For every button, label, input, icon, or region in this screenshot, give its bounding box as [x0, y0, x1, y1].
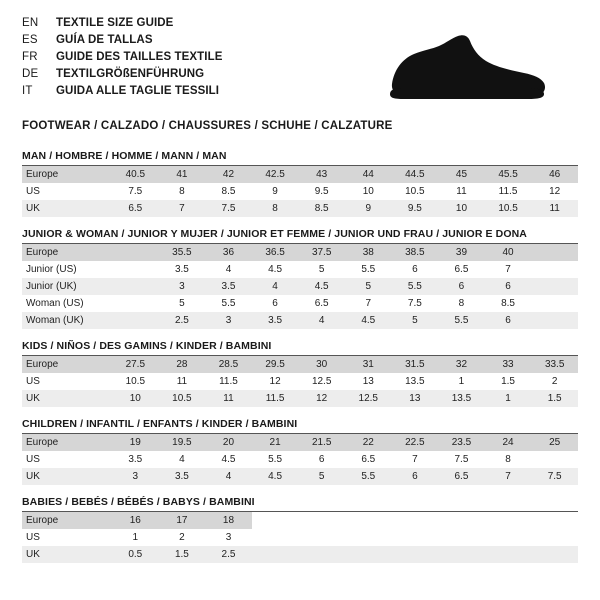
cell: 6	[252, 295, 299, 312]
cell: 4.5	[298, 278, 345, 295]
cell: 46	[531, 166, 578, 183]
cell: 11	[159, 373, 206, 390]
cell: 1	[485, 390, 532, 407]
table-row	[22, 468, 578, 485]
language-code: EN	[22, 16, 39, 29]
group-title: CHILDREN / INFANTIL / ENFANTS / KINDER / BAMBINI	[22, 418, 578, 434]
language-row	[22, 31, 223, 48]
cell: 6.5	[438, 261, 485, 278]
cell: 40.5	[112, 166, 159, 183]
row-label: Woman (UK)	[22, 312, 112, 329]
cell: 42	[205, 166, 252, 183]
cell: 21.5	[298, 434, 345, 451]
row-label: US	[22, 373, 112, 390]
language-title-list	[22, 14, 223, 99]
table-row	[22, 390, 578, 407]
cell: 7.5	[531, 468, 578, 485]
cell: 1.5	[159, 546, 206, 563]
cell: 31	[345, 356, 392, 373]
cell: 10.5	[485, 200, 532, 217]
language-title: TEXTILGRÖßENFÜHRUNG	[56, 67, 205, 80]
language-code: IT	[22, 84, 33, 97]
size-table	[22, 244, 578, 329]
size-group-junior-woman	[22, 228, 578, 329]
dress-shoe-icon	[378, 32, 548, 104]
table-row	[22, 244, 578, 261]
cell: 7	[485, 468, 532, 485]
table-row	[22, 512, 578, 529]
cell: 19	[112, 434, 159, 451]
row-label: UK	[22, 200, 112, 217]
cell: 11	[205, 390, 252, 407]
table-row	[22, 183, 578, 200]
cell-empty	[392, 529, 439, 546]
cell-empty	[392, 546, 439, 563]
cell: 3.5	[252, 312, 299, 329]
cell: 7.5	[392, 295, 439, 312]
page-title: FOOTWEAR / CALZADO / CHAUSSURES / SCHUHE / CALZATURE	[22, 120, 393, 132]
cell: 5.5	[345, 261, 392, 278]
language-title: GUÍA DE TALLAS	[56, 33, 153, 46]
cell	[531, 261, 578, 278]
row-label: Woman (US)	[22, 295, 112, 312]
cell: 7	[392, 451, 439, 468]
cell: 25	[531, 434, 578, 451]
cell-empty	[345, 529, 392, 546]
row-label: UK	[22, 546, 112, 563]
cell-empty	[531, 512, 578, 529]
page-header	[22, 14, 578, 110]
cell-empty	[438, 546, 485, 563]
language-code: ES	[22, 33, 38, 46]
cell: 6	[392, 261, 439, 278]
cell: 44	[345, 166, 392, 183]
table-row	[22, 166, 578, 183]
cell: 4	[252, 278, 299, 295]
row-label: UK	[22, 468, 112, 485]
language-title: TEXTILE SIZE GUIDE	[56, 16, 174, 29]
table-row	[22, 312, 578, 329]
cell: 13.5	[392, 373, 439, 390]
cell-empty	[345, 546, 392, 563]
cell: 10.5	[392, 183, 439, 200]
cell: 41	[159, 166, 206, 183]
cell-empty	[298, 529, 345, 546]
cell: 29.5	[252, 356, 299, 373]
cell: 12.5	[298, 373, 345, 390]
table-row	[22, 373, 578, 390]
size-group-babies	[22, 496, 578, 563]
cell: 23.5	[438, 434, 485, 451]
cell: 11	[438, 183, 485, 200]
cell: 13.5	[438, 390, 485, 407]
cell: 5	[159, 295, 206, 312]
row-label: US	[22, 183, 112, 200]
table-row	[22, 356, 578, 373]
language-row	[22, 65, 223, 82]
table-row	[22, 434, 578, 451]
cell-empty	[252, 529, 299, 546]
cell: 18	[205, 512, 252, 529]
cell: 22	[345, 434, 392, 451]
cell	[531, 244, 578, 261]
cell: 8.5	[485, 295, 532, 312]
language-row	[22, 48, 223, 65]
cell: 5.5	[345, 468, 392, 485]
cell: 9.5	[298, 183, 345, 200]
cell: 24	[485, 434, 532, 451]
language-code: FR	[22, 50, 38, 63]
group-title: JUNIOR & WOMAN / JUNIOR Y MUJER / JUNIOR ET FEMME / JUNIOR UND FRAU / JUNIOR E DONA	[22, 228, 578, 244]
cell-empty	[252, 546, 299, 563]
cell: 6	[485, 312, 532, 329]
cell: 38.5	[392, 244, 439, 261]
cell: 45.5	[485, 166, 532, 183]
size-group-children	[22, 418, 578, 485]
cell	[112, 261, 159, 278]
cell: 28	[159, 356, 206, 373]
size-group-man	[22, 150, 578, 217]
cell: 33	[485, 356, 532, 373]
size-table	[22, 512, 578, 563]
cell: 8.5	[298, 200, 345, 217]
cell	[531, 278, 578, 295]
cell: 39	[438, 244, 485, 261]
cell: 6.5	[345, 451, 392, 468]
row-label: US	[22, 529, 112, 546]
table-row	[22, 546, 578, 563]
row-label: US	[22, 451, 112, 468]
cell: 12	[298, 390, 345, 407]
cell	[112, 244, 159, 261]
row-label: Europe	[22, 166, 112, 183]
cell: 19.5	[159, 434, 206, 451]
cell: 28.5	[205, 356, 252, 373]
cell: 4.5	[252, 261, 299, 278]
table-row	[22, 278, 578, 295]
cell: 3.5	[205, 278, 252, 295]
cell: 7	[345, 295, 392, 312]
cell: 10.5	[112, 373, 159, 390]
language-title: GUIDA ALLE TAGLIE TESSILI	[56, 84, 220, 97]
cell: 32	[438, 356, 485, 373]
cell: 16	[112, 512, 159, 529]
cell: 7.5	[205, 200, 252, 217]
cell: 36	[205, 244, 252, 261]
language-code: DE	[22, 67, 39, 80]
size-table	[22, 356, 578, 407]
group-title: MAN / HOMBRE / HOMME / MANN / MAN	[22, 150, 578, 166]
cell: 10	[112, 390, 159, 407]
cell: 43	[298, 166, 345, 183]
cell: 31.5	[392, 356, 439, 373]
language-title: GUIDE DES TAILLES TEXTILE	[56, 50, 223, 63]
cell: 42.5	[252, 166, 299, 183]
cell-empty	[531, 546, 578, 563]
cell: 5.5	[252, 451, 299, 468]
cell: 27.5	[112, 356, 159, 373]
cell: 11.5	[252, 390, 299, 407]
cell: 3	[112, 468, 159, 485]
cell: 5.5	[438, 312, 485, 329]
cell: 9	[345, 200, 392, 217]
cell: 30	[298, 356, 345, 373]
row-label: Europe	[22, 356, 112, 373]
cell: 45	[438, 166, 485, 183]
cell: 1.5	[485, 373, 532, 390]
cell: 6.5	[298, 295, 345, 312]
cell-empty	[392, 512, 439, 529]
cell: 35.5	[159, 244, 206, 261]
table-row	[22, 295, 578, 312]
cell: 6.5	[112, 200, 159, 217]
cell: 17	[159, 512, 206, 529]
group-title: KIDS / NIÑOS / DES GAMINS / KINDER / BAMBINI	[22, 340, 578, 356]
cell: 4	[205, 468, 252, 485]
cell: 7.5	[112, 183, 159, 200]
cell: 7	[485, 261, 532, 278]
size-table	[22, 434, 578, 485]
cell-empty	[438, 529, 485, 546]
cell: 3	[205, 312, 252, 329]
cell: 9	[252, 183, 299, 200]
cell: 5	[298, 468, 345, 485]
size-group-kids	[22, 340, 578, 407]
cell: 5.5	[392, 278, 439, 295]
cell	[531, 312, 578, 329]
cell: 12	[252, 373, 299, 390]
cell: 40	[485, 244, 532, 261]
cell: 10	[345, 183, 392, 200]
size-table	[22, 166, 578, 217]
cell-empty	[298, 512, 345, 529]
language-row	[22, 82, 223, 99]
cell: 38	[345, 244, 392, 261]
row-label: UK	[22, 390, 112, 407]
cell-empty	[438, 512, 485, 529]
cell: 5.5	[205, 295, 252, 312]
row-label: Europe	[22, 512, 112, 529]
table-row	[22, 451, 578, 468]
cell: 2.5	[159, 312, 206, 329]
cell-empty	[345, 512, 392, 529]
cell: 2.5	[205, 546, 252, 563]
cell: 33.5	[531, 356, 578, 373]
cell-empty	[298, 546, 345, 563]
cell: 3.5	[159, 261, 206, 278]
cell: 3.5	[159, 468, 206, 485]
row-label: Europe	[22, 244, 112, 261]
cell-empty	[485, 512, 532, 529]
cell: 8	[485, 451, 532, 468]
row-label: Junior (UK)	[22, 278, 112, 295]
cell: 8	[159, 183, 206, 200]
cell: 4	[159, 451, 206, 468]
cell-empty	[485, 546, 532, 563]
cell-empty	[485, 529, 532, 546]
cell-empty	[531, 529, 578, 546]
cell: 8	[438, 295, 485, 312]
cell: 22.5	[392, 434, 439, 451]
cell	[112, 312, 159, 329]
group-title: BABIES / BEBÉS / BÉBÉS / BABYS / BAMBINI	[22, 496, 578, 512]
table-row	[22, 529, 578, 546]
cell	[112, 295, 159, 312]
cell: 4	[298, 312, 345, 329]
cell: 8.5	[205, 183, 252, 200]
cell: 10.5	[159, 390, 206, 407]
cell: 11.5	[205, 373, 252, 390]
cell	[531, 451, 578, 468]
cell: 3	[159, 278, 206, 295]
cell	[112, 278, 159, 295]
row-label: Europe	[22, 434, 112, 451]
cell: 12	[531, 183, 578, 200]
cell: 3.5	[112, 451, 159, 468]
cell: 5	[345, 278, 392, 295]
cell: 1.5	[531, 390, 578, 407]
cell: 6	[485, 278, 532, 295]
cell: 4.5	[205, 451, 252, 468]
cell: 7	[159, 200, 206, 217]
cell: 5	[298, 261, 345, 278]
cell: 44.5	[392, 166, 439, 183]
cell: 36.5	[252, 244, 299, 261]
cell: 7.5	[438, 451, 485, 468]
table-row	[22, 200, 578, 217]
cell: 6	[392, 468, 439, 485]
cell: 4.5	[345, 312, 392, 329]
cell: 11	[531, 200, 578, 217]
cell: 10	[438, 200, 485, 217]
cell: 6	[298, 451, 345, 468]
cell: 12.5	[345, 390, 392, 407]
cell: 20	[205, 434, 252, 451]
cell: 37.5	[298, 244, 345, 261]
cell: 1	[112, 529, 159, 546]
table-row	[22, 261, 578, 278]
cell: 1	[438, 373, 485, 390]
cell: 6.5	[438, 468, 485, 485]
cell	[531, 295, 578, 312]
cell: 4.5	[252, 468, 299, 485]
row-label: Junior (US)	[22, 261, 112, 278]
cell: 21	[252, 434, 299, 451]
cell-empty	[252, 512, 299, 529]
cell: 3	[205, 529, 252, 546]
language-row	[22, 14, 223, 31]
cell: 5	[392, 312, 439, 329]
cell: 6	[438, 278, 485, 295]
cell: 13	[345, 373, 392, 390]
cell: 9.5	[392, 200, 439, 217]
cell: 0.5	[112, 546, 159, 563]
cell: 2	[159, 529, 206, 546]
cell: 4	[205, 261, 252, 278]
cell: 8	[252, 200, 299, 217]
cell: 11.5	[485, 183, 532, 200]
cell: 2	[531, 373, 578, 390]
cell: 13	[392, 390, 439, 407]
